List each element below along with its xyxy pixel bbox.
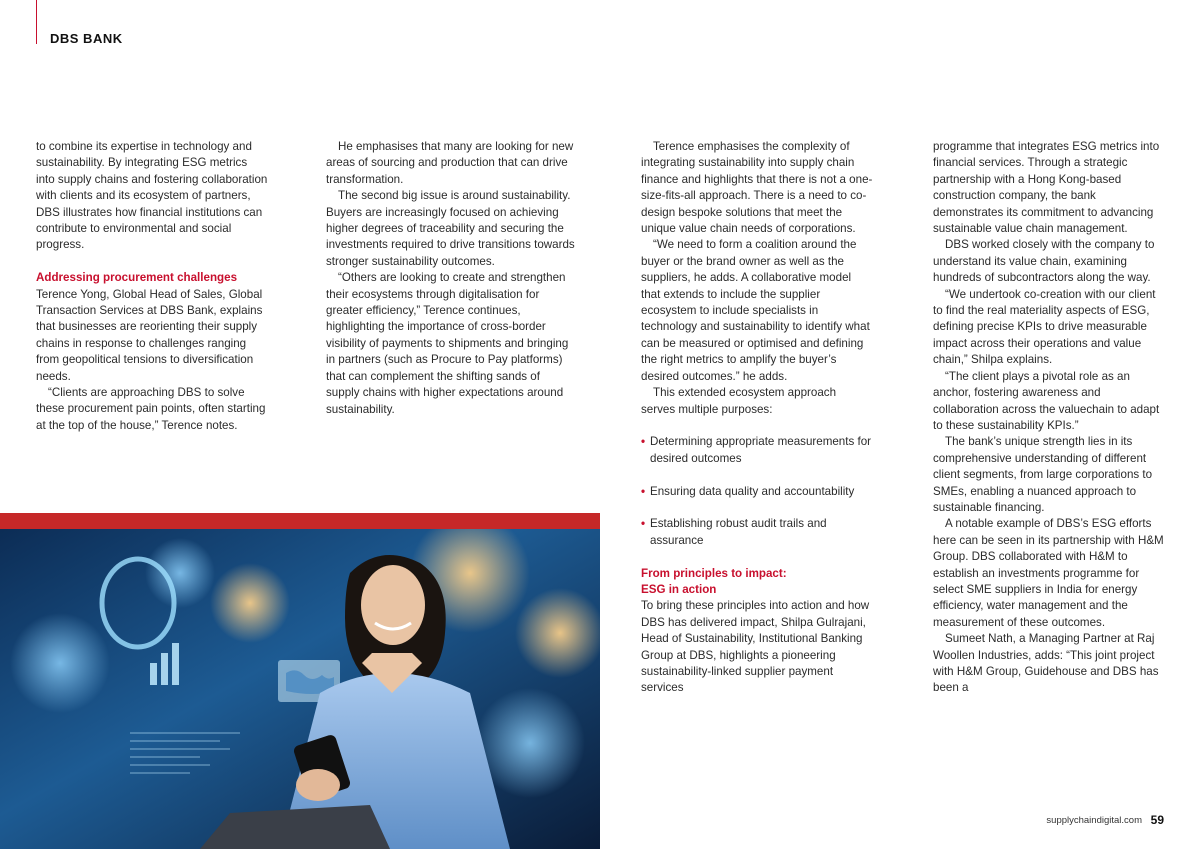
page-number: 59 (1150, 813, 1164, 827)
list-item: • Determining appropriate measurements for desired outcomes (641, 434, 873, 467)
header-rule (36, 0, 37, 44)
article-photo (0, 513, 600, 849)
purpose-list (641, 434, 873, 549)
paragraph: programme that integrates ESG metrics into financial services. Through a strategic partnership with a Hong Kong-based construction company, the bank demonstrates its commitment to advancing sustainable value chain management. (933, 140, 1160, 236)
paragraph: A notable example of DBS’s ESG efforts here can be seen in its partnership with H&M Group. DBS collaborated with H&M to establish an investments programme for select SME suppliers in India for energy efficiency, water management and the measurement of these outcomes. (933, 517, 1164, 629)
paragraph: to combine its expertise in technology and sustainability. By integrating ESG metrics into supply chains and fostering collaboration with clients and its ecosystem of partners, DBS illustrates how financial institutions can contribute to environmental and social progress. (36, 140, 268, 252)
paragraph: The second big issue is around sustainability. Buyers are increasingly focused on achieving higher degrees of traceability and securing the investments required to drive transitions towards stronger sustainability outcomes. (326, 189, 575, 268)
paragraph: The bank’s unique strength lies in its comprehensive understanding of different client segments, from large corporations to SMEs, enabling a nuanced approach to sustainable financing. (933, 435, 1153, 514)
paragraph: “Clients are approaching DBS to solve these procurement pain points, often starting at the top of the house,” Terence notes. (36, 386, 266, 432)
paragraph: “The client plays a pivotal role as an anchor, fostering awareness and collaboration across the valuechain to adapt to these sustainability KPIs.” (933, 369, 1160, 432)
paragraph: DBS worked closely with the company to understand its value chain, examining hundreds of subcontractors along the way. (933, 238, 1155, 285)
article-column-4 (933, 139, 1165, 697)
section-heading-procurement: Addressing procurement challenges (36, 271, 238, 285)
list-item: • Ensuring data quality and accountability (641, 484, 873, 500)
article-column-3 (641, 139, 873, 697)
paragraph: Sumeet Nath, a Managing Partner at Raj Woollen Industries, adds: “This joint project with H&M Group, Guidehouse and DBS has been a (933, 632, 1159, 695)
paragraph: “Others are looking to create and strengthen their ecosystems through digitalisation for greater efficiency,” Terence continues, highlighting the importance of cross-border visibility of payments to shipments and bringing in partners (such as Procure to Pay platforms) that can complement the shifting sands of supply chains with higher expectations around sustainability. (326, 271, 569, 416)
photo-accent-band (0, 513, 600, 529)
paragraph: Terence Yong, Global Head of Sales, Global Transaction Services at DBS Bank, explains that businesses are reorienting their supply chains in response to challenges ranging from geopolitical tensions to diversification needs. (36, 287, 263, 383)
publication-brand: DBS BANK (50, 31, 123, 46)
paragraph: “We undertook co-creation with our client to find the real materiality aspects of ESG, defining precise KPIs to drive measurable impact across their operations and value chain,” Shilpa explains. (933, 287, 1156, 367)
list-item: • Establishing robust audit trails and assurance (641, 516, 873, 549)
article-column-1 (36, 139, 268, 434)
footer-url: supplychaindigital.com (1046, 815, 1142, 826)
paragraph: He emphasises that many are looking for new areas of sourcing and production that can drive transformation. (326, 140, 574, 186)
paragraph: This extended ecosystem approach serves multiple purposes: (641, 386, 837, 416)
section-heading-esg: From principles to impact: ESG in action (641, 566, 787, 596)
paragraph: “We need to form a coalition around the buyer or the brand owner as well as the suppliers, he adds. A collaborative model that extends to include the supplier ecosystem to include specialists in technology and sustainability to identify what can be measured or optimised and defining the right metrics to amplify the buyer’s desired outcomes.” he adds. (641, 238, 870, 383)
paragraph: Terence emphasises the complexity of integrating sustainability into supply chain finance and highlights that there is not a one-size-fits-all approach. There is a need to co-design bespoke solutions that meet the unique value chain needs of corporations. (641, 140, 873, 236)
article-column-2 (326, 139, 576, 418)
paragraph: To bring these principles into action and how DBS has delivered impact, Shilpa Gulrajani, Head of Sustainability, Institutional Banking Group at DBS, highlights a pioneering sustainability-linked supplier payment services (641, 599, 870, 695)
